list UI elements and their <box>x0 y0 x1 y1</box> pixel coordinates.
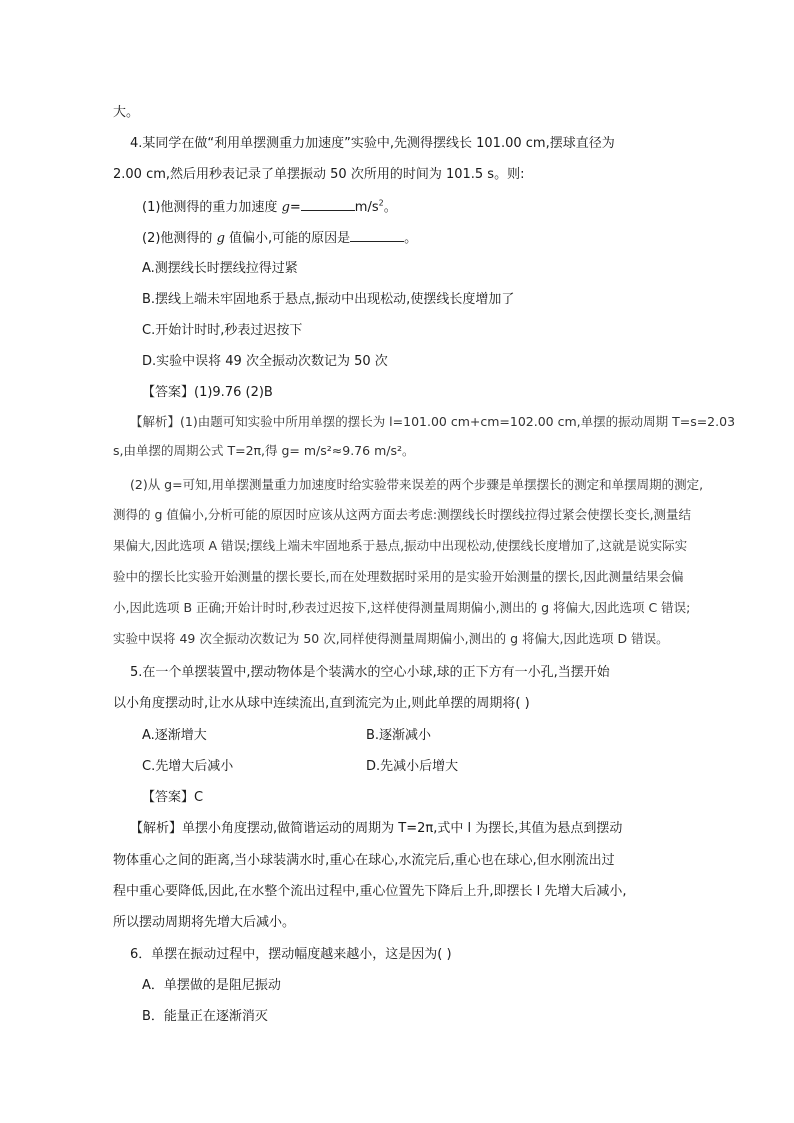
solution-4-line-8: 实验中误将 49 次全振动次数记为 50 次,同样使得测量周期偏小,测出的 g 将偏大,因此选项 D 错误。 <box>113 631 669 646</box>
solution-5-line-1: 【解析】单摆小角度摆动,做简谐运动的周期为 T=2π,式中 l 为摆长,其值为悬点到摆动 <box>130 821 623 836</box>
question-5-stem: 5.在一个单摆装置中,摆动物体是个装满水的空心小球,球的正下方有一小孔,当摆开始 <box>130 665 610 680</box>
solution-5-line-3: 程中重心要降低,因此,在水整个流出过程中,重心位置先下降后上升,即摆长 l 先增大后减小, <box>113 884 627 899</box>
solution-5-line-4: 所以摆动周期将先增大后减小。 <box>113 915 296 930</box>
unit: m/s <box>354 200 379 215</box>
question-4-stem-cont: 2.00 cm,然后用秒表记录了单摆振动 50 次所用的时间为 101.5 s。则: <box>113 167 525 182</box>
question-4-part-2 <box>142 229 417 248</box>
solution-5-line-2: 物体重心之间的距离,当小球装满水时,重心在球心,水流完后,重心也在球心,但水刚流出过 <box>113 853 615 868</box>
question-4-stem: 4.某同学在做“利用单摆测重力加速度”实验中,先测得摆线长 101.00 cm,摆球直径为 <box>130 136 615 151</box>
option-a: A.测摆线长时摆线拉得过紧 <box>142 261 298 276</box>
solution-4-line-6: 验中的摆长比实验开始测量的摆长要长,而在处理数据时采用的是实验开始测量的摆长,因此测量结果会偏 <box>113 569 684 584</box>
part-2-prefix: (2)他测得的 <box>142 231 217 246</box>
g-symbol: g <box>281 200 290 215</box>
option-d: D.先减小后增大 <box>366 759 459 774</box>
answer-blank <box>350 229 404 242</box>
equals-sign: = <box>289 200 301 215</box>
question-4-part-1 <box>142 198 397 217</box>
option-a: A．单摆做的是阻尼振动 <box>142 978 281 993</box>
option-a: A.逐渐增大 <box>142 728 207 743</box>
solution-4-line-1: 【解析】(1)由题可知实验中所用单摆的摆长为 l=101.00 cm+cm=102.00 cm,单摆的振动周期 T=s=2.03 <box>130 414 736 429</box>
unit-exponent: 2 <box>378 198 384 208</box>
option-b: B.逐渐减小 <box>366 728 432 743</box>
question-5-stem-cont: 以小角度摆动时,让水从球中连续流出,直到流完为止,则此单摆的周期将( ) <box>113 696 530 711</box>
text-line: 大。 <box>113 105 140 120</box>
solution-4-line-7: 小,因此选项 B 正确;开始计时时,秒表过迟按下,这样使得测量周期偏小,测出的 g 将偏大,因此选项 C 错误; <box>113 600 691 615</box>
part-2-middle: 值偏小,可能的原因是 <box>224 231 351 246</box>
solution-4-line-5: 果偏大,因此选项 A 错误;摆线上端未牢固地系于悬点,振动中出现松动,使摆线长度增加了,这就是说实际实 <box>113 538 688 553</box>
answer-5: 【答案】C <box>142 790 204 805</box>
option-c: C.先增大后减小 <box>142 759 234 774</box>
part-1-end: 。 <box>383 200 397 215</box>
solution-4-line-4: 测得的 g 值偏小,分析可能的原因时应该从这两方面去考虑:测摆线长时摆线拉得过紧会使摆长变长,测量结 <box>113 507 692 522</box>
solution-4-line-3: (2)从 g=可知,用单摆测量重力加速度时给实验带来误差的两个步骤是单摆摆长的测定和单摆周期的测定, <box>130 477 704 492</box>
answer-blank <box>301 198 355 211</box>
question-6-stem: 6．单摆在振动过程中，摆动幅度越来越小，这是因为( ) <box>130 947 452 962</box>
part-2-end: 。 <box>404 231 418 246</box>
option-b: B.摆线上端未牢固地系于悬点,振动中出现松动,使摆线长度增加了 <box>142 292 515 307</box>
option-c: C.开始计时时,秒表过迟按下 <box>142 323 303 338</box>
solution-4-line-2: s,由单摆的周期公式 T=2π,得 g= m/s²≈9.76 m/s²。 <box>113 443 415 458</box>
part-1-prefix: (1)他测得的重力加速度 <box>142 200 282 215</box>
answer-4: 【答案】(1)9.76 (2)B <box>142 385 273 400</box>
option-d: D.实验中误将 49 次全振动次数记为 50 次 <box>142 354 388 369</box>
g-symbol: g <box>216 231 225 246</box>
option-b: B．能量正在逐渐消灭 <box>142 1009 268 1024</box>
